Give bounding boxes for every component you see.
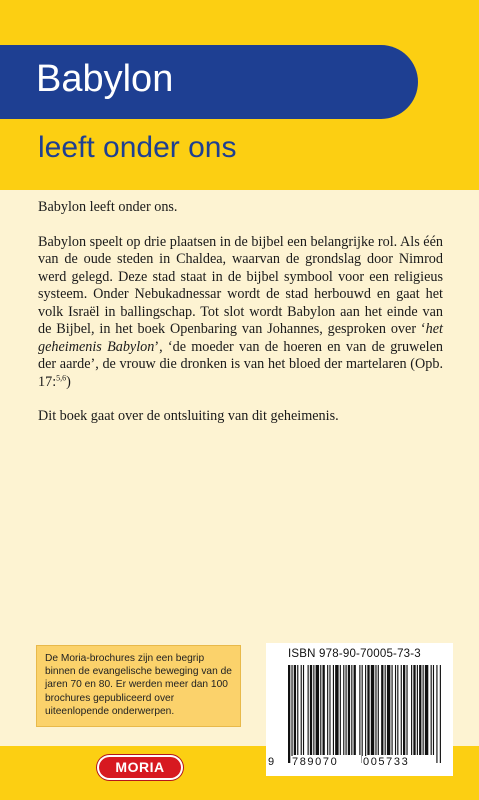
barcode-digit-first: 9 bbox=[268, 756, 276, 768]
moria-logo: MORIA bbox=[97, 755, 183, 780]
barcode-bar bbox=[440, 665, 441, 763]
moria-info-text: De Moria-brochures zijn een begrip binnen de evangelische beweging van de jaren 70 en 80. Er werden meer dan 100 brochures gepubliceerd over uiteenlopende onderwerpen. bbox=[45, 653, 232, 717]
barcode-bar bbox=[403, 665, 405, 755]
barcode-bar bbox=[425, 665, 428, 755]
main-paragraph-text-2: ’, ‘de moeder van de hoeren en van de gruwelen der aarde’, de vrouw die dronken is van het bloed der martelaren (Opb. 17: bbox=[38, 338, 443, 390]
main-paragraph-text-1: Babylon speelt op drie plaatsen in de bijbel een belangrijke rol. Als één van de oude steden in Chaldea, waarvan de grondslag door Nimrod werd gelegd. Deze stad staat in de bijbel symbool voor een religieus systeem. Onder Nebukadnessar wordt de stad herbouwd en gaat het volk Israël in ballingschap. Tot slot wordt Babylon aan het einde van de Bijbel, in het boek Openbaring van Johannes, gesproken over ‘ bbox=[38, 233, 443, 337]
barcode-digits-right: 005733 bbox=[363, 756, 410, 768]
barcode-bar bbox=[327, 665, 328, 755]
main-paragraph bbox=[38, 234, 443, 392]
barcode-bar bbox=[346, 665, 347, 755]
barcode-bar bbox=[316, 665, 319, 755]
barcode-bar bbox=[417, 665, 418, 755]
barcode-bar bbox=[433, 665, 434, 755]
main-paragraph-italic: het geheimenis Babylon bbox=[38, 321, 443, 355]
moria-info-box bbox=[36, 645, 241, 727]
barcode-bar bbox=[431, 665, 432, 755]
barcode-bar bbox=[367, 665, 369, 755]
barcode-bar bbox=[303, 665, 304, 755]
barcode-bar bbox=[411, 665, 412, 755]
verse-superscript: 5,6 bbox=[56, 372, 67, 382]
barcode-bar bbox=[423, 665, 424, 755]
barcode-bar bbox=[378, 665, 379, 755]
barcode-bar bbox=[297, 665, 298, 755]
barcode-bar bbox=[320, 665, 321, 755]
barcode-bar bbox=[294, 665, 296, 755]
barcode-bar bbox=[401, 665, 402, 755]
barcode-bar bbox=[343, 665, 344, 755]
main-paragraph-end: ) bbox=[66, 373, 71, 390]
back-cover-text bbox=[38, 199, 443, 426]
barcode-bar bbox=[406, 665, 407, 755]
barcode-bar bbox=[419, 665, 421, 755]
barcode-bar bbox=[395, 665, 396, 755]
barcode-bar bbox=[385, 665, 386, 755]
barcode-bar bbox=[288, 665, 290, 763]
barcode-bar bbox=[354, 665, 356, 755]
barcode-bar bbox=[308, 665, 309, 755]
barcode-bar bbox=[397, 665, 398, 755]
barcode-bar bbox=[371, 665, 374, 755]
barcode-bar bbox=[381, 665, 383, 755]
barcode-bar bbox=[329, 665, 330, 755]
barcode-bar bbox=[323, 665, 325, 755]
barcode-bar bbox=[387, 665, 390, 755]
barcode-bar bbox=[413, 665, 415, 755]
barcode-bar bbox=[313, 665, 314, 755]
closing-paragraph: Dit boek gaat over de ontsluiting van dit geheimenis. bbox=[38, 408, 339, 424]
barcode-icon bbox=[274, 665, 446, 763]
barcode-digits-left: 789070 bbox=[292, 756, 339, 768]
barcode-bar bbox=[351, 665, 352, 755]
barcode-bar bbox=[436, 665, 437, 763]
barcode-bar bbox=[348, 665, 350, 755]
barcode-bar bbox=[362, 665, 363, 763]
barcode-bar bbox=[392, 665, 393, 755]
barcode-bar bbox=[365, 665, 366, 763]
barcode-bar bbox=[335, 665, 338, 755]
isbn-label: ISBN 978-90-70005-73-3 bbox=[288, 648, 421, 660]
barcode-bar bbox=[310, 665, 312, 755]
intro-paragraph: Babylon leeft onder ons. bbox=[38, 199, 178, 215]
book-title: Babylon bbox=[36, 58, 174, 100]
barcode-bar bbox=[301, 665, 302, 755]
barcode-bar bbox=[375, 665, 376, 755]
barcode-bar bbox=[333, 665, 334, 755]
barcode-bar bbox=[340, 665, 341, 755]
barcode-bar bbox=[359, 665, 360, 755]
book-subtitle: leeft onder ons bbox=[38, 131, 237, 164]
barcode-bar bbox=[291, 665, 292, 763]
barcode-panel bbox=[266, 643, 453, 776]
